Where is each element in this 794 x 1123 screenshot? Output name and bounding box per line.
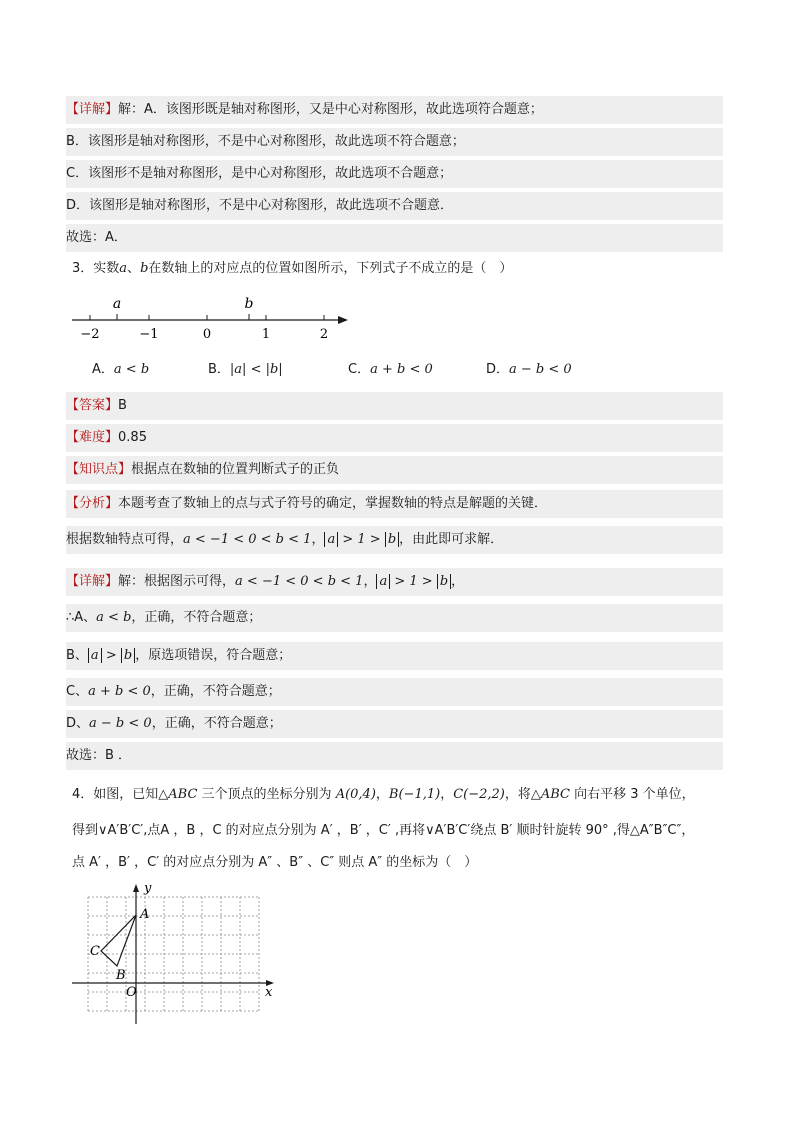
- option-b: [208, 358, 283, 382]
- q4-text: ，将△: [504, 787, 541, 802]
- knowledge-point-line: [66, 456, 723, 484]
- q4-text: 4．如图，已知△: [72, 787, 169, 802]
- kp-text: 根据点在数轴的位置判断式子的正负: [131, 462, 340, 477]
- abs-b: b: [385, 532, 399, 547]
- line-a-expr: a < b: [96, 610, 132, 625]
- q3-var-b: b: [140, 261, 149, 276]
- q4-point-c: C(−2,2): [453, 787, 505, 802]
- q2-detail-line: [66, 96, 723, 124]
- option-letter: A．: [92, 362, 114, 377]
- analysis-line-2: [66, 526, 723, 554]
- q3-stem: [72, 256, 512, 282]
- option-letter: D．: [486, 362, 510, 377]
- q4-line-3-text: 点 A′ ，B′ ，C′ 的对应点分别为 A″ 、B″ 、C″ 则点 A″ 的坐标为（ ）: [72, 855, 478, 870]
- tick-label: −1: [139, 327, 159, 342]
- y-axis-label: y: [144, 881, 152, 896]
- analysis-tag: 【分析】: [66, 496, 119, 511]
- q4-line-2-text: 得到∨A′B′C′,点A ，B ，C 的对应点分别为 A′ ，B′ ，C′ ,再将∨A′B′C′绕点 B′ 顺时针旋转 90° ,得△A″B″C″，: [72, 823, 695, 838]
- q4-triangle: ABC: [168, 787, 198, 802]
- arrow-icon: [338, 316, 348, 324]
- q4-triangle: ABC: [540, 787, 571, 802]
- analysis-text: 本题考查了数轴上的点与式子符号的确定，掌握数轴的特点是解题的关键．: [118, 496, 548, 511]
- abs-mid: > 1 >: [338, 532, 385, 547]
- option-a: [92, 358, 149, 382]
- line-c-expr: a + b < 0: [88, 684, 151, 699]
- point-label-b: b: [244, 296, 254, 312]
- q2-line-c-text: C．该图形不是轴对称图形，是中心对称图形，故此选项不合题意；: [66, 166, 453, 181]
- q4-line-2: [72, 818, 694, 844]
- option-expr: a < b: [113, 362, 150, 377]
- origin-label: O: [126, 985, 137, 1000]
- q4-line-1: [72, 782, 695, 808]
- option-expr: a + b < 0: [370, 362, 433, 377]
- kp-tag: 【知识点】: [66, 462, 132, 477]
- q2-choose: [66, 224, 723, 252]
- detail-line-d: [66, 710, 723, 738]
- detail-line-a: [66, 604, 723, 632]
- detail-tag: 【详解】: [66, 574, 119, 589]
- coordinate-graph: [70, 878, 280, 1028]
- option-expr: a − b < 0: [509, 362, 572, 377]
- difficulty-line: [66, 424, 723, 452]
- q3-stem-post: 在数轴上的对应点的位置如图所示，下列式子不成立的是（ ）: [148, 261, 513, 276]
- option-letter: C．: [348, 362, 371, 377]
- q4-line-3: [72, 850, 477, 876]
- answer-tag: 【答案】: [66, 398, 119, 413]
- option-c: [348, 358, 433, 382]
- answer-value: B: [118, 398, 127, 413]
- q2-line-d-text: D．该图形是轴对称图形，不是中心对称图形，故此选项不合题意．: [66, 198, 454, 213]
- line-d-expr: a − b < 0: [89, 716, 152, 731]
- inequality: a < −1 < 0 < b < 1: [183, 532, 312, 547]
- line-d-pre: D、: [66, 716, 90, 731]
- abs-b: b: [437, 574, 451, 589]
- line-b-mid: >: [101, 648, 121, 663]
- vertex-a-label: A: [140, 907, 150, 922]
- q2-line-c: [66, 160, 723, 188]
- difficulty-value: 0.85: [118, 430, 147, 445]
- x-axis-label: x: [265, 985, 273, 1000]
- q4-text: 三个顶点的坐标分别为: [197, 787, 336, 802]
- q3-sep: 、: [127, 261, 141, 276]
- q2-line-b: [66, 128, 723, 156]
- q3-choose: [66, 742, 723, 770]
- detail-post: ，: [451, 574, 465, 589]
- difficulty-tag: 【难度】: [66, 430, 119, 445]
- tick-label: 0: [202, 327, 212, 342]
- q3-var-a: a: [119, 261, 128, 276]
- abs-a: a: [88, 648, 102, 663]
- abs-mid: > 1 >: [390, 574, 437, 589]
- inequality: a < −1 < 0 < b < 1: [235, 574, 364, 589]
- line-c-pre: C、: [66, 684, 89, 699]
- line-a-pre: ∴A、: [66, 610, 97, 625]
- number-line: [66, 290, 366, 346]
- analysis2-pre: 根据数轴特点可得，: [66, 532, 184, 547]
- detail-line-b: [66, 642, 723, 670]
- abs-a: a: [376, 574, 390, 589]
- line-d-post: ，正确，不符合题意；: [151, 716, 282, 731]
- q2-choose-text: 故选：A．: [66, 230, 127, 245]
- line-c-post: ，正确，不符合题意；: [150, 684, 281, 699]
- answer-line: [66, 392, 723, 420]
- abs-a: a: [324, 532, 338, 547]
- line-b-post: ，原选项错误，符合题意；: [135, 648, 292, 663]
- q3-stem-pre: 3．实数: [72, 261, 120, 276]
- tick-label: −2: [80, 327, 100, 342]
- line-a-post: ，正确，不符合题意；: [131, 610, 262, 625]
- option-d: [486, 358, 572, 382]
- q3-choose-text: 故选：B ．: [66, 748, 132, 763]
- line-b-pre: B、: [66, 648, 88, 663]
- q4-text: 向右平移 3 个单位，: [570, 787, 695, 802]
- q2-line-b-text: B．该图形是轴对称图形，不是中心对称图形，故此选项不符合题意；: [66, 134, 465, 149]
- q4-text: ，: [375, 787, 389, 802]
- q4-text: ，: [440, 787, 454, 802]
- comma: ，: [363, 574, 377, 589]
- q4-point-b: B(−1,1): [388, 787, 441, 802]
- y-arrow-icon: [133, 884, 139, 892]
- vertex-b-label: B: [116, 968, 126, 983]
- q4-point-a: A(0,4): [335, 787, 376, 802]
- triangle-abc: [101, 915, 136, 966]
- comma: ，: [311, 532, 325, 547]
- q2-line-d: [66, 192, 723, 220]
- option-expr: |a| < |b|: [229, 362, 283, 377]
- detail-text: 解：A．该图形既是轴对称图形，又是中心对称图形，故此选项符合题意；: [118, 102, 543, 117]
- point-label-a: a: [112, 296, 122, 312]
- detail-pre: 解：根据图示可得，: [118, 574, 236, 589]
- analysis-line: [66, 490, 723, 518]
- abs-b: b: [121, 648, 135, 663]
- analysis2-post: ，由此即可求解．: [399, 532, 504, 547]
- tick-label: 1: [261, 327, 271, 342]
- tick-label: 2: [319, 327, 329, 342]
- detail-line: [66, 568, 723, 596]
- option-letter: B．: [208, 362, 230, 377]
- vertex-c-label: C: [90, 944, 100, 959]
- detail-line-c: [66, 678, 723, 706]
- grid: [88, 897, 259, 1011]
- detail-tag: 【详解】: [66, 102, 119, 117]
